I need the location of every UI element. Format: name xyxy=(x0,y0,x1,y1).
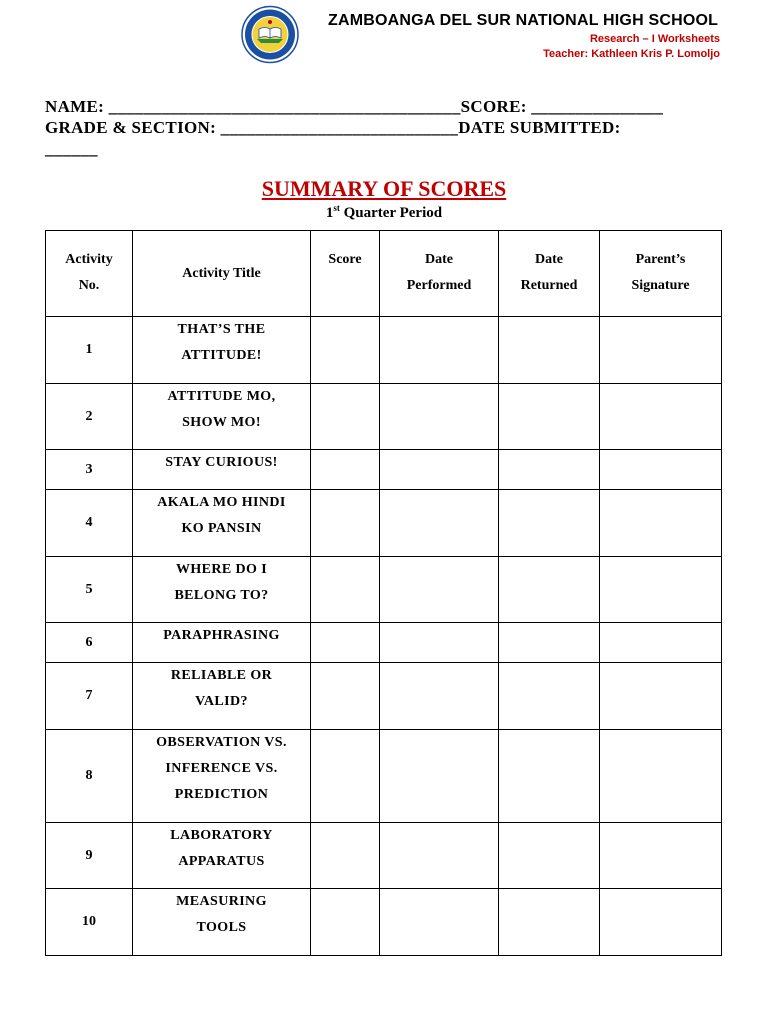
header-date-returned: Date Returned xyxy=(499,231,600,317)
score-cell[interactable] xyxy=(311,823,380,889)
date-performed-cell[interactable] xyxy=(380,889,499,956)
table-row xyxy=(46,623,722,663)
date-returned-cell[interactable] xyxy=(499,663,600,730)
score-cell[interactable] xyxy=(311,889,380,956)
parent-signature-cell[interactable] xyxy=(600,623,722,663)
date-performed-cell[interactable] xyxy=(380,730,499,823)
table-row xyxy=(46,557,722,623)
activity-title: STAY CURIOUS! xyxy=(133,450,311,490)
header-parent-signature: Parent’s Signature xyxy=(600,231,722,317)
activity-number: 5 xyxy=(46,557,133,623)
activity-title: OBSERVATION VS. INFERENCE VS. PREDICTION xyxy=(133,730,311,823)
table-row xyxy=(46,384,722,450)
date-returned-cell[interactable] xyxy=(499,889,600,956)
header-activity-no: Activity No. xyxy=(46,231,133,317)
date-returned-cell[interactable] xyxy=(499,823,600,889)
activity-title: WHERE DO I BELONG TO? xyxy=(133,557,311,623)
date-performed-cell[interactable] xyxy=(380,317,499,384)
activity-title: LABORATORY APPARATUS xyxy=(133,823,311,889)
parent-signature-cell[interactable] xyxy=(600,384,722,450)
activity-title: THAT’S THE ATTITUDE! xyxy=(133,317,311,384)
activity-title: MEASURING TOOLS xyxy=(133,889,311,956)
activity-number: 9 xyxy=(46,823,133,889)
table-row xyxy=(46,663,722,730)
quarter-period xyxy=(0,203,768,222)
date-performed-cell[interactable] xyxy=(380,490,499,557)
date-returned-cell[interactable] xyxy=(499,557,600,623)
date-returned-cell[interactable] xyxy=(499,623,600,663)
activity-title: AKALA MO HINDI KO PANSIN xyxy=(133,490,311,557)
header-activity-title: Activity Title xyxy=(133,231,311,317)
grade-section-date-line[interactable]: GRADE & SECTION: ___________________________DATE SUBMITTED: xyxy=(45,118,621,137)
activity-number: 10 xyxy=(46,889,133,956)
score-cell[interactable] xyxy=(311,317,380,384)
period-ordinal: 1 xyxy=(325,205,334,221)
date-performed-cell[interactable] xyxy=(380,663,499,730)
parent-signature-cell[interactable] xyxy=(600,557,722,623)
date-returned-cell[interactable] xyxy=(499,450,600,490)
parent-signature-cell[interactable] xyxy=(600,823,722,889)
score-cell[interactable] xyxy=(311,450,380,490)
worksheet-subject: Research – I Worksheets xyxy=(589,33,720,45)
name-score-line[interactable]: NAME: ________________________________________SCORE: _______________ xyxy=(45,97,664,116)
scores-table xyxy=(45,230,722,956)
date-returned-cell[interactable] xyxy=(499,384,600,450)
table-row xyxy=(46,889,722,956)
date-returned-cell[interactable] xyxy=(499,730,600,823)
table-row xyxy=(46,450,722,490)
period-label: Quarter Period xyxy=(339,205,443,221)
date-performed-cell[interactable] xyxy=(380,823,499,889)
score-cell[interactable] xyxy=(311,490,380,557)
table-row xyxy=(46,823,722,889)
parent-signature-cell[interactable] xyxy=(600,317,722,384)
score-cell[interactable] xyxy=(311,623,380,663)
parent-signature-cell[interactable] xyxy=(600,450,722,490)
date-performed-cell[interactable] xyxy=(380,623,499,663)
score-cell[interactable] xyxy=(311,730,380,823)
teacher-name: Teacher: Kathleen Kris P. Lomoljo xyxy=(543,48,720,60)
table-row xyxy=(46,490,722,557)
date-performed-cell[interactable] xyxy=(380,384,499,450)
school-seal-logo xyxy=(237,5,303,64)
activity-number: 7 xyxy=(46,663,133,730)
table-row xyxy=(46,730,722,823)
date-performed-cell[interactable] xyxy=(380,450,499,490)
score-cell[interactable] xyxy=(311,557,380,623)
activity-number: 3 xyxy=(46,450,133,490)
date-returned-cell[interactable] xyxy=(499,317,600,384)
period-ordinal-suffix: st xyxy=(333,203,340,213)
parent-signature-cell[interactable] xyxy=(600,663,722,730)
date-performed-cell[interactable] xyxy=(380,557,499,623)
parent-signature-cell[interactable] xyxy=(600,889,722,956)
date-returned-cell[interactable] xyxy=(499,490,600,557)
parent-signature-cell[interactable] xyxy=(600,490,722,557)
date-submitted-blank[interactable]: ______ xyxy=(45,139,98,158)
activity-number: 6 xyxy=(46,623,133,663)
header-score: Score xyxy=(311,231,380,317)
activity-title: PARAPHRASING xyxy=(133,623,311,663)
table-header-row xyxy=(46,231,722,317)
parent-signature-cell[interactable] xyxy=(600,730,722,823)
activity-number: 1 xyxy=(46,317,133,384)
score-cell[interactable] xyxy=(311,384,380,450)
page-title: SUMMARY OF SCORES xyxy=(261,176,507,201)
score-cell[interactable] xyxy=(311,663,380,730)
table-row xyxy=(46,317,722,384)
activity-title: RELIABLE OR VALID? xyxy=(133,663,311,730)
header-date-performed: Date Performed xyxy=(380,231,499,317)
activity-title: ATTITUDE MO, SHOW MO! xyxy=(133,384,311,450)
activity-number: 8 xyxy=(46,730,133,823)
school-name: ZAMBOANGA DEL SUR NATIONAL HIGH SCHOOL xyxy=(328,12,719,29)
activity-number: 4 xyxy=(46,490,133,557)
activity-number: 2 xyxy=(46,384,133,450)
